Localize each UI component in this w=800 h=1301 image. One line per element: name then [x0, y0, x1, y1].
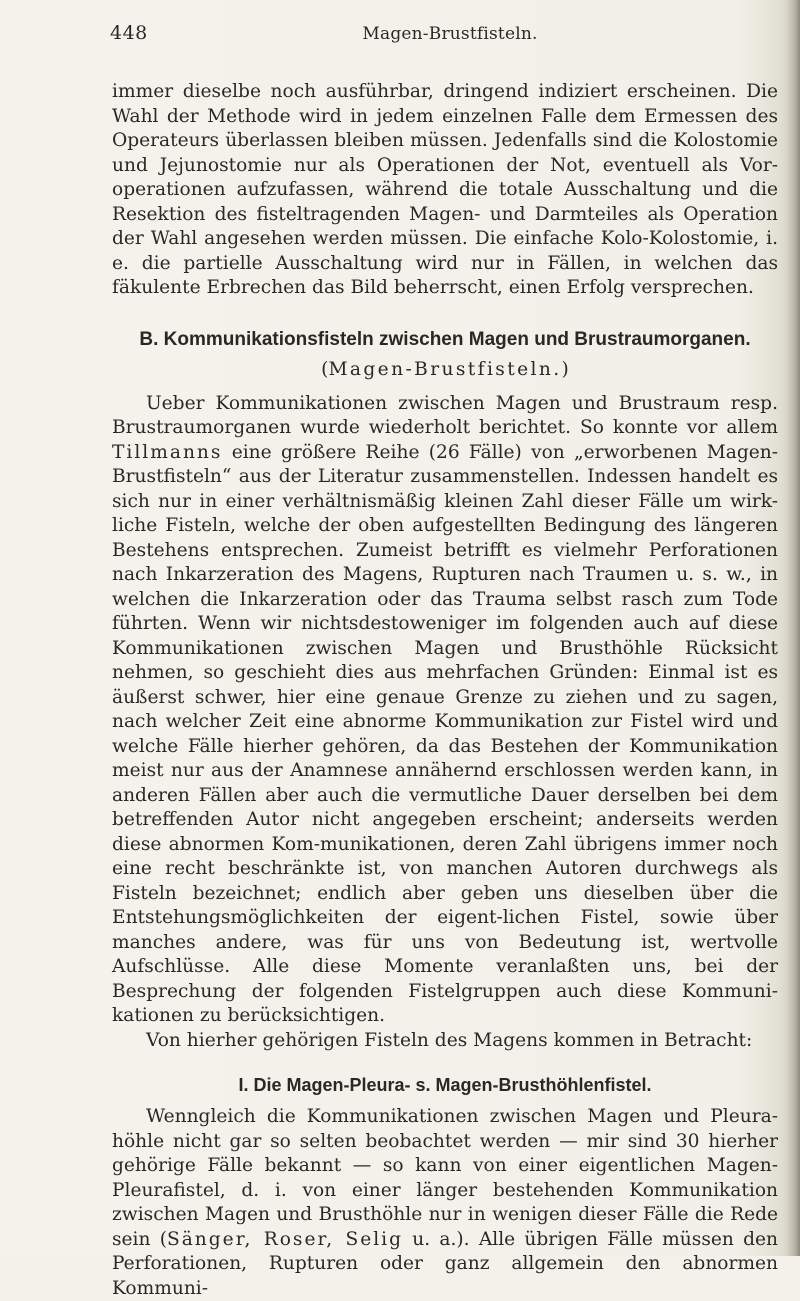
paragraph-continuation: immer dieselbe noch ausführbar, dringend indiziert erscheinen. Die Wahl der Methode wird in jedem einzelnen Falle dem Ermessen des Operateurs überlassen bleiben müssen. Jedenfalls sind die Kolostomie und Jejunostomie nur als Operationen der Not, eventuell als Vor-operationen aufzufassen, während die totale Ausschaltung und die Resektion des fisteltragenden Magen- und Darmteiles als Operation der Wahl angesehen werden müssen. Die einfache Kolo-Kolostomie, i. e. die partielle Ausschaltung wird nur in Fällen, in welchen das fäkulente Erbrechen das Bild beherrscht, einen Erfolg versprechen.: [112, 81, 778, 298]
paragraph-pleura: [112, 1105, 778, 1301]
paragraph-kommunikationen: [112, 392, 778, 1029]
paragraph-text: Wenngleich die Kommunikationen zwischen Magen und Pleura-höhle nicht gar so selten beobachtet werden — mir sind 30 hierher gehörige Fälle bekannt — so kann von einer eigentlichen Magen-Pleurafistel, d. i. von einer länger bestehenden Kommunikation zwischen Magen und Brusthöhle nur in wenigen dieser Fälle die Rede sein (: [112, 1106, 778, 1250]
section-b-subheading: [112, 357, 778, 382]
paragraph-text: u. a.). Alle übrigen Fälle müssen den Perforationen, Rupturen oder ganz allgemein den abnormen Kommuni-: [112, 1228, 778, 1299]
page-number: 448: [110, 22, 148, 44]
subheading-spaced-title: Magen-Brustfisteln.: [328, 358, 562, 380]
subheading-open-paren: (: [321, 358, 329, 380]
author-names: Sänger, Roser, Selig: [166, 1228, 404, 1250]
paragraph-betracht: Von hierher gehörigen Fisteln des Magens kommen in Betracht:: [146, 1029, 753, 1051]
paragraph-text: eine größere Reihe (26 Fälle) von „erworbenen Magen-Brustfisteln“ aus der Literatur zusammenstellen. Indessen handelt es sich nur in einer verhältnismäßig kleinen Zahl dieser Fälle um wirk-liche Fisteln, welche der oben aufgestellten Bedingung des längeren Bestehens entsprechen. Zumeist betrifft es vielmehr Perforationen nach Inkarzeration des Magens, Rupturen nach Traumen u. s. w., in welchen die Inkarzeration oder das Trauma selbst rasch zum Tode führten. Wenn wir nichtsdestoweniger im folgenden auch auf diese Kommunikationen zwischen Magen und Brusthöhle Rücksicht nehmen, so geschieht dies aus mehrfachen Gründen: Einmal ist es äußerst schwer, hier eine genaue Grenze zu ziehen und zu sagen, nach welcher Zeit eine abnorme Kommunikation zur Fistel wird und welche Fälle hierher gehören, da das Bestehen der Kommunikation meist nur aus der Anamnese annähernd erschlossen werden kann, in anderen Fällen aber auch die vermutliche Dauer derselben bei dem betreffenden Autor nicht angegeben erscheint; anderseits werden diese abnormen Kom-munikationen, deren Zahl übrigens immer noch eine recht beschränkte ist, von manchen Autoren durchwegs als Fisteln bezeichnet; endlich aber geben uns dieselben über die Entstehungsmöglichkeiten der eigent-lichen Fistel, sowie über manches andere, was für uns von Bedeutung ist, wertvolle Aufschlüsse. Alle diese Momente veranlaßten uns, bei der Besprechung der folgenden Fistelgruppen auch diese Kommuni-kationen zu berücksichtigen.: [112, 441, 778, 1026]
section-b-heading: B. Kommunikationsfisteln zwischen Magen und Brustraumorganen.: [139, 328, 751, 350]
page-header: [110, 22, 790, 52]
author-name-tillmanns: Tillmanns: [112, 441, 223, 463]
running-title: Magen-Brustfisteln.: [362, 24, 538, 44]
subheading-close-paren: ): [561, 358, 569, 380]
paragraph-text: Ueber Kommunikationen zwischen Magen und Brustraum resp. Brustraumorganen wurde wiederholt berichtet. So konnte vor allem: [112, 392, 778, 438]
text-body: [112, 80, 778, 1301]
page-edge-shadow: [786, 0, 800, 1256]
section-i-heading: I. Die Magen-Pleura- s. Magen-Brusthöhlenfistel.: [238, 1075, 652, 1095]
